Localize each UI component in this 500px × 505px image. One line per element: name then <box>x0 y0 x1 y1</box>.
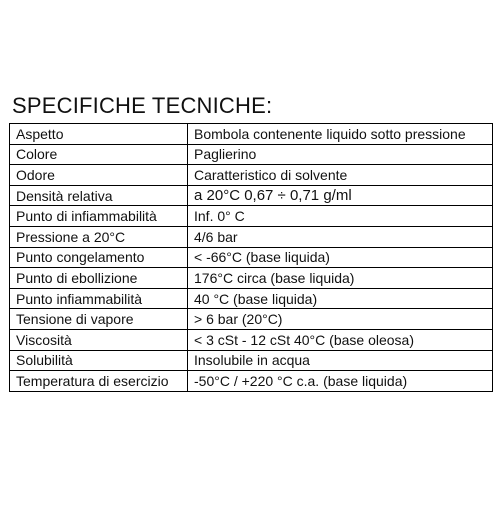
table-row <box>10 268 493 289</box>
spec-value: > 6 bar (20°C) <box>188 309 493 330</box>
spec-value: Inf. 0° C <box>188 206 493 227</box>
spec-label: Colore <box>10 144 188 165</box>
table-row <box>10 226 493 247</box>
table-row <box>10 309 493 330</box>
table-row <box>10 165 493 186</box>
spec-label: Punto di ebollizione <box>10 268 188 289</box>
specs-table <box>9 123 493 392</box>
spec-label: Solubilità <box>10 350 188 371</box>
spec-label: Tensione di vapore <box>10 309 188 330</box>
spec-label: Punto congelamento <box>10 247 188 268</box>
table-row <box>10 350 493 371</box>
spec-value: < 3 cSt - 12 cSt 40°C (base oleosa) <box>188 329 493 350</box>
spec-label: Punto infiammabilità <box>10 288 188 309</box>
spec-value: 40 °C (base liquida) <box>188 288 493 309</box>
spec-label: Viscosità <box>10 329 188 350</box>
page-title: SPECIFICHE TECNICHE: <box>12 93 273 118</box>
table-row <box>10 144 493 165</box>
spec-value: a 20°C 0,67 ÷ 0,71 g/ml <box>188 185 493 206</box>
table-row <box>10 185 493 206</box>
spec-label: Densità relativa <box>10 185 188 206</box>
spec-value: Paglierino <box>188 144 493 165</box>
spec-value: 176°C circa (base liquida) <box>188 268 493 289</box>
spec-value: -50°C / +220 °C c.a. (base liquida) <box>188 371 493 392</box>
spec-value: Insolubile in acqua <box>188 350 493 371</box>
spec-label: Punto di infiammabilità <box>10 206 188 227</box>
table-row <box>10 329 493 350</box>
table-row <box>10 206 493 227</box>
spec-label: Aspetto <box>10 124 188 145</box>
spec-label: Odore <box>10 165 188 186</box>
spec-value: < -66°C (base liquida) <box>188 247 493 268</box>
spec-label: Pressione a 20°C <box>10 226 188 247</box>
spec-value: Bombola contenente liquido sotto pressione <box>188 124 493 145</box>
spec-value: 4/6 bar <box>188 226 493 247</box>
table-row <box>10 247 493 268</box>
spec-label: Temperatura di esercizio <box>10 371 188 392</box>
table-row <box>10 288 493 309</box>
table-row <box>10 124 493 145</box>
table-row <box>10 371 493 392</box>
spec-value: Caratteristico di solvente <box>188 165 493 186</box>
